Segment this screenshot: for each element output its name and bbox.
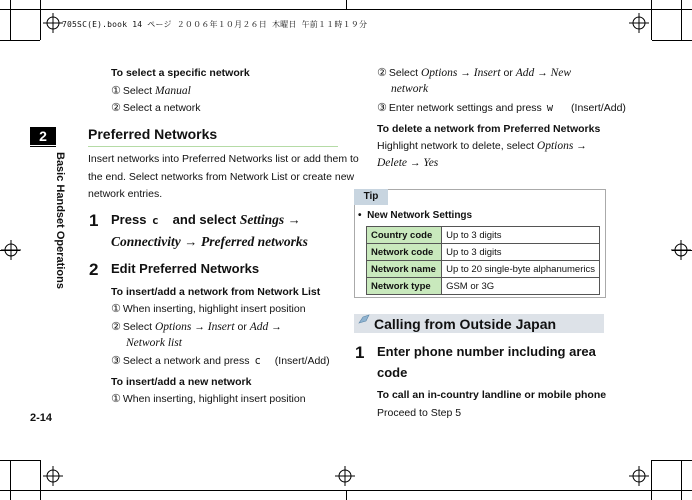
step-1-number: 1 — [89, 211, 99, 230]
table-row: Country code Up to 3 digits — [367, 227, 600, 244]
specific-step-2: ② Select a network — [111, 102, 201, 114]
tip-table — [366, 226, 600, 295]
from-list-heading: To insert/add a network from Network List — [111, 286, 321, 298]
from-list-step-2: ② Select Options → Insert or Add → — [111, 321, 282, 333]
chapter-title: Basic Handset Operations — [54, 152, 66, 289]
outside-step-1-line-1: Enter phone number including area — [377, 344, 596, 359]
delete-heading: To delete a network from Preferred Networks — [377, 123, 601, 135]
intro-line-1: Insert networks into Preferred Networks list or add them to — [88, 153, 359, 165]
table-row: Network code Up to 3 digits — [367, 244, 600, 261]
chapter-tab-rule — [30, 146, 56, 147]
tip-label: Tip — [354, 189, 388, 205]
section-title-preferred-networks: Preferred Networks — [88, 126, 218, 142]
table-row: Network type GSM or 3G — [367, 278, 600, 295]
delete-line-2: Delete → Yes — [377, 157, 439, 169]
specific-network-heading: To select a specific network — [111, 67, 250, 79]
from-list-step-1: ① When inserting, highlight insert position — [111, 303, 306, 315]
section-rule — [88, 146, 338, 147]
step-1-path: Connectivity → Preferred networks — [111, 234, 308, 249]
from-list-step-2-cont: Network list — [126, 337, 182, 349]
page-number: 2-14 — [30, 412, 53, 424]
new-network-heading: To insert/add a new network — [111, 376, 252, 388]
new-step-3: ③ Enter network settings and press w (Insert/Add) — [377, 102, 626, 114]
phone-icon — [357, 314, 371, 328]
step-2-title: Edit Preferred Networks — [111, 261, 260, 276]
step-1-title: Press c and select Settings → — [111, 212, 301, 227]
print-header: 705SC(E).book 14 ページ ２００６年１０月２６日 木曜日 午前１１時１９分 — [62, 20, 368, 29]
in-country-text: Proceed to Step 5 — [377, 407, 462, 419]
delete-line-1: Highlight network to delete, select Options → — [377, 140, 587, 152]
section-title-outside-japan: Calling from Outside Japan — [374, 316, 557, 332]
intro-line-3: network entries. — [88, 188, 163, 200]
tip-heading: • New Network Settings — [358, 210, 473, 221]
chapter-number: 2 — [30, 127, 56, 145]
from-list-step-3: ③ Select a network and press c (Insert/Add) — [111, 355, 330, 367]
new-step-2-cont: network — [391, 83, 429, 95]
key-c-icon: c — [254, 355, 261, 367]
outside-step-1-line-2: code — [377, 365, 408, 380]
new-step-2: ② Select Options → Insert or Add → New — [377, 67, 572, 79]
specific-step-1: ① Select Manual — [111, 85, 191, 97]
intro-line-2: the end. Select networks from Network List or create new — [88, 171, 355, 183]
new-step-1: ① When inserting, highlight insert position — [111, 393, 306, 405]
table-row: Network name Up to 20 single-byte alphanumerics — [367, 261, 600, 278]
key-w-icon: w — [546, 102, 554, 114]
outside-step-1-number: 1 — [355, 343, 365, 362]
in-country-heading: To call an in-country landline or mobile phone — [377, 389, 607, 401]
step-2-number: 2 — [89, 260, 99, 279]
key-c-icon: c — [152, 214, 159, 227]
